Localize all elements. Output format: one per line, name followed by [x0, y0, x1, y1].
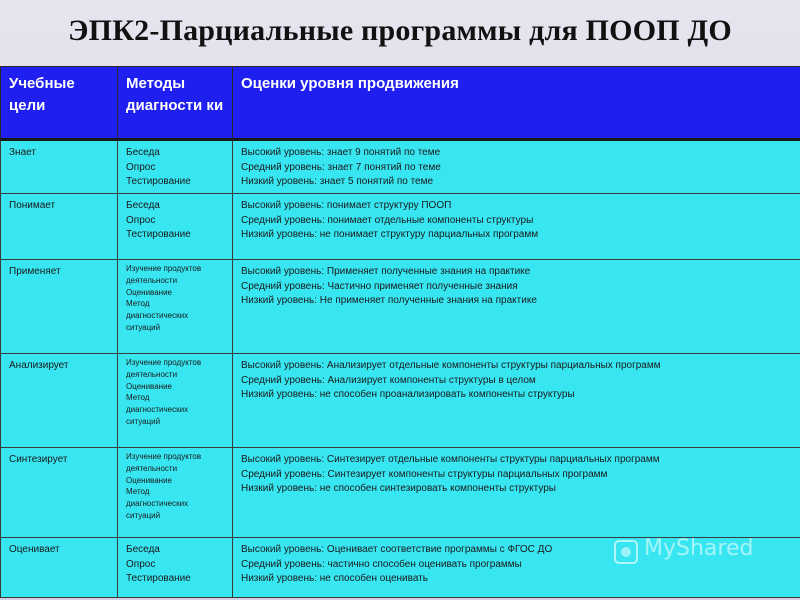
method-item: Беседа — [126, 544, 160, 555]
assessment-low: Низкий уровень: не способен проанализировать компоненты структуры — [241, 389, 575, 400]
assessment-cell — [233, 354, 800, 448]
assessment-low: Низкий уровень: не понимает структуру парциальных программ — [241, 229, 539, 240]
assessment-medium: Средний уровень: знает 7 понятий по теме — [241, 161, 441, 173]
method-item: Изучение продуктов — [126, 264, 202, 273]
methods-cell — [118, 448, 233, 538]
table-row — [1, 194, 800, 260]
methods-cell — [118, 538, 233, 598]
assessment-low: Низкий уровень: Не применяет полученные знания на практике — [241, 295, 537, 306]
method-item: диагностических — [126, 499, 189, 509]
assessment-high: Высокий уровень: Анализирует отдельные компоненты структуры парциальных программ — [241, 360, 661, 371]
method-item: ситуаций — [126, 416, 161, 426]
table-row — [1, 354, 800, 448]
assessment-high: Высокий уровень: Применяет полученные знания на практике — [241, 266, 531, 277]
goal-cell: Анализирует — [1, 354, 118, 448]
assessment-cell — [233, 448, 800, 538]
method-item: Беседа — [126, 200, 160, 211]
methods-cell — [118, 194, 233, 260]
assessment-medium: Средний уровень: Синтезирует компоненты структуры парциальных программ — [241, 468, 608, 480]
method-item: Опрос — [126, 214, 156, 226]
assessment-medium: Средний уровень: Анализирует компоненты структуры в целом — [241, 374, 536, 386]
methods-cell — [118, 260, 233, 354]
assessment-high: Высокий уровень: Оценивает соответствие программы с ФГОС ДО — [241, 544, 553, 555]
assessment-cell — [233, 194, 800, 260]
assessment-medium: Средний уровень: понимает отдельные компоненты структуры — [241, 214, 534, 226]
assessment-cell — [233, 140, 800, 194]
method-item: Опрос — [126, 558, 156, 570]
watermark-text: MyShared — [644, 536, 754, 561]
method-item: диагностических — [126, 405, 189, 415]
method-item: ситуаций — [126, 322, 161, 332]
method-item: ситуаций — [126, 510, 161, 520]
method-item: Метод — [126, 487, 150, 497]
method-item: деятельности — [126, 463, 178, 473]
goal-cell: Понимает — [1, 194, 118, 260]
table-header-row — [1, 67, 800, 140]
assessment-high: Высокий уровень: знает 9 понятий по теме — [241, 147, 441, 158]
assessment-medium: Средний уровень: Частично применяет полученные знания — [241, 280, 518, 292]
method-item: Опрос — [126, 161, 156, 173]
method-item: Тестирование — [126, 573, 191, 584]
header-assessment: Оценки уровня продвижения — [233, 67, 800, 140]
assessment-cell — [233, 260, 800, 354]
table-row — [1, 448, 800, 538]
method-item: Оценивание — [126, 475, 172, 485]
assessment-high: Высокий уровень: Синтезирует отдельные компоненты структуры парциальных программ — [241, 454, 660, 465]
table-row — [1, 260, 800, 354]
assessment-high: Высокий уровень: понимает структуру ПООП — [241, 200, 452, 211]
assessment-low: Низкий уровень: не способен синтезировать компоненты структуры — [241, 483, 556, 494]
method-item: Изучение продуктов — [126, 358, 202, 367]
method-item: Тестирование — [126, 229, 191, 240]
goal-cell: Знает — [1, 140, 118, 194]
assessment-low: Низкий уровень: знает 5 понятий по теме — [241, 176, 434, 187]
method-item: Оценивание — [126, 381, 172, 391]
method-item: диагностических — [126, 311, 189, 321]
goal-cell: Применяет — [1, 260, 118, 354]
goal-cell: Синтезирует — [1, 448, 118, 538]
table-row — [1, 140, 800, 194]
method-item: Оценивание — [126, 287, 172, 297]
method-item: Беседа — [126, 147, 160, 158]
assessment-medium: Средний уровень: частично способен оценивать программы — [241, 558, 522, 570]
watermark-logo-icon — [612, 538, 640, 566]
method-item: Метод — [126, 299, 150, 309]
method-item: деятельности — [126, 369, 178, 379]
header-goals: Учебные цели — [1, 67, 118, 140]
goal-cell: Оценивает — [1, 538, 118, 598]
header-methods: Методы диагности ки — [118, 67, 233, 140]
page-title: ЭПК2-Парциальные программы для ПООП ДО — [68, 14, 732, 47]
methods-cell — [118, 354, 233, 448]
method-item: Тестирование — [126, 176, 191, 187]
methods-cell — [118, 140, 233, 194]
assessment-low: Низкий уровень: не способен оценивать — [241, 573, 428, 584]
method-item: Изучение продуктов — [126, 452, 202, 461]
method-item: Метод — [126, 393, 150, 403]
assessment-table — [0, 66, 800, 598]
method-item: деятельности — [126, 275, 178, 285]
